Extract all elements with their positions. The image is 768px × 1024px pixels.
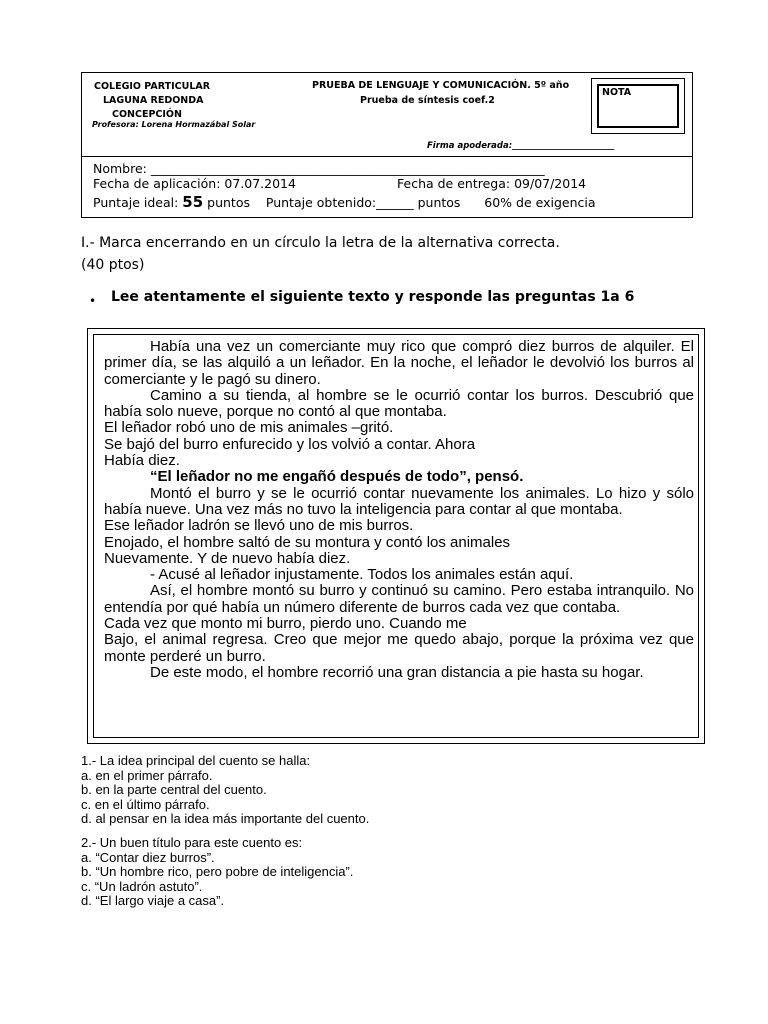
question-option[interactable]: b. en la parte central del cuento. [81,782,267,797]
school-location: LAGUNA REDONDA [103,95,204,106]
score-line [93,193,596,211]
test-title: PRUEBA DE LENGUAJE Y COMUNICACIÓN. 5º año [312,80,570,91]
story-paragraph: Había una vez un comerciante muy rico que compró diez burros de alquiler. El primer día, se las alquiló a un leñador. En la noche, el leñador le devolvió los burros al comerciante y le pagó su dinero. [104,338,694,388]
reading-instruction: Lee atentamente el siguiente texto y responde las preguntas 1a 6 [111,289,635,305]
question-stem: 1.- La idea principal del cuento se halla: [81,753,311,768]
grade-box [591,78,685,134]
ideal-score-label: Puntaje ideal: [93,195,179,210]
story-box [87,328,705,744]
story-paragraph: - Acusé al leñador injustamente. Todos los animales están aquí. [150,566,574,584]
story-paragraph: Camino a su tienda, al hombre se le ocurrió contar los burros. Descubrió que había solo nueve, porque no contó al que montaba. [104,386,694,421]
section-instruction [81,232,701,276]
story-paragraph: Cada vez que monto mi burro, pierdo uno. Cuando me [104,615,467,633]
name-field: Nombre: _______________________________________________________________ [93,161,545,176]
question-option[interactable]: d. al pensar en la idea más importante del cuento. [81,811,370,826]
score-rest: puntos Puntaje obtenido:______ puntos 60% de exigencia [207,195,596,210]
guardian-signature-line: Firma apoderada:________________________ [427,141,615,151]
story-paragraph: De este modo, el hombre recorrió una gran distancia a pie hasta su hogar. [150,663,644,681]
question-option[interactable]: a. en el primer párrafo. [81,767,213,783]
question-option[interactable]: a. “Contar diez burros”. [81,849,215,865]
question-stem: 2.- Un buen título para este cuento es: [81,835,303,850]
instruction-line: I.- Marca encerrando en un círculo la letra de la alternativa correcta. [81,235,560,251]
application-date: Fecha de aplicación: 07.07.2014 [93,176,296,191]
story-paragraph: Nuevamente. Y de nuevo había diez. [104,549,351,567]
story-paragraph: Bajo, el animal regresa. Creo que mejor me quedo abajo, porque la próxima vez que monte perderé un burro. [104,631,694,665]
question-2 [81,836,353,909]
header-box [81,72,693,218]
question-option[interactable]: d. “El largo viaje a casa”. [81,893,225,908]
school-city: CONCEPCIÓN [112,109,182,120]
story-paragraph: “El leñador no me engañó después de todo”, pensó. [150,468,524,486]
test-subtitle: Prueba de síntesis coef.2 [360,95,495,106]
question-option[interactable]: b. “Un hombre rico, pero pobre de inteligencia”. [81,864,354,879]
story-text [104,339,694,681]
school-name: COLEGIO PARTICULAR [94,81,211,92]
instruction-points: (40 ptos) [81,257,145,273]
story-paragraph: Montó el burro y se le ocurrió contar nuevamente los animales. Lo hizo y sólo había nueve. Una vez más no tuvo la inteligencia para contar al que montaba. [104,484,694,518]
story-paragraph: El leñador robó uno de mis animales –gritó. [104,419,394,437]
bullet-icon: • [89,294,97,308]
grade-label: NOTA [602,87,632,98]
teacher-name: Profesora: Lorena Hormazábal Solar [92,120,256,129]
story-box-inner [93,334,699,738]
story-paragraph: Había diez. [104,452,180,470]
story-paragraph: Enojado, el hombre saltó de su montura y contó los animales [104,533,511,551]
story-paragraph: Se bajó del burro enfurecido y los volvió a contar. Ahora [104,435,476,453]
story-paragraph: Ese leñador ladrón se llevó uno de mis burros. [104,517,414,535]
story-paragraph: Así, el hombre montó su burro y continuó su camino. Pero estaba intranquilo. No entendía por qué había un número diferente de burros cada vez que contaba. [104,582,694,616]
question-1 [81,754,369,827]
header-divider [82,156,692,157]
ideal-score-value: 55 [182,193,204,211]
delivery-date: Fecha de entrega: 09/07/2014 [397,176,587,191]
question-option[interactable]: c. en el último párrafo. [81,796,210,812]
question-option[interactable]: c. “Un ladrón astuto”. [81,878,203,894]
